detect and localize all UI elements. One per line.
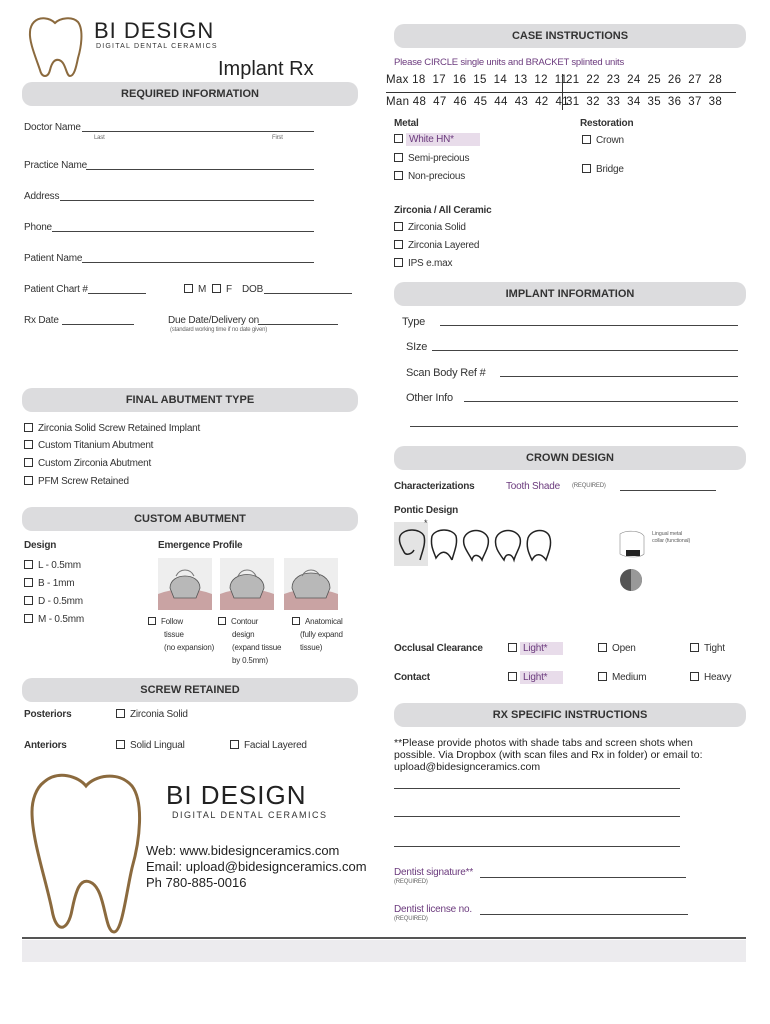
option-desc: (expand tissue — [232, 643, 282, 652]
checkbox[interactable] — [24, 560, 33, 569]
checkbox[interactable] — [24, 614, 33, 623]
option-label: Semi-precious — [408, 153, 470, 164]
option-desc: tissue — [164, 630, 184, 639]
contact-option-heavy[interactable] — [690, 672, 731, 683]
design-label: Design — [24, 540, 57, 551]
dob-label: DOB — [242, 284, 264, 295]
option-label: Heavy — [704, 672, 732, 683]
anteriors-label: Anteriors — [24, 740, 67, 751]
characterizations-label: Characterizations — [394, 481, 475, 492]
sex-m-label: M — [198, 284, 207, 295]
first-label: First — [272, 135, 283, 141]
metal-option-semi-precious[interactable] — [394, 153, 469, 164]
footer-brand: BI DESIGN — [166, 780, 307, 810]
other-info-field-2[interactable] — [410, 417, 738, 427]
dentist-signature-label: Dentist signature** — [394, 867, 474, 878]
checkbox[interactable] — [116, 709, 125, 718]
final-abutment-header: FINAL ABUTMENT TYPE — [22, 388, 358, 412]
abutment-option-4[interactable] — [24, 476, 129, 487]
metal-option-white-hn[interactable] — [394, 134, 480, 145]
phone-field[interactable] — [52, 222, 314, 232]
emergence-anatomical-image — [284, 558, 338, 610]
man-left-teeth[interactable]: 48 47 46 45 44 43 42 41 — [412, 96, 569, 108]
emergence-contour-option[interactable] — [218, 615, 281, 667]
due-date-field[interactable] — [258, 315, 338, 325]
posteriors-option-zirconia[interactable] — [116, 709, 188, 720]
posteriors-label: Posteriors — [24, 709, 72, 720]
checkbox[interactable] — [24, 578, 33, 587]
svg-text:*: * — [424, 518, 428, 528]
option-label: Zirconia Solid Screw Retained Implant — [38, 423, 201, 434]
checkbox[interactable] — [148, 617, 156, 625]
due-date-note: (standard working time if no date given) — [170, 327, 268, 333]
tooth-chart — [386, 74, 738, 114]
option-desc: by 0.5mm) — [232, 656, 268, 665]
option-label: Custom Titanium Abutment — [38, 440, 154, 451]
checkbox[interactable] — [292, 617, 300, 625]
signature-required: (REQUIRED) — [394, 879, 428, 885]
tooth-shade-label: Tooth Shade — [506, 481, 560, 492]
pontic-shapes-icon — [394, 518, 554, 568]
occlusal-label: Occlusal Clearance — [394, 643, 483, 654]
option-label: M - 0.5mm — [38, 614, 84, 625]
option-label: PFM Screw Retained — [38, 476, 129, 487]
option-label: L - 0.5mm — [38, 560, 81, 571]
checkbox[interactable] — [394, 171, 403, 180]
implant-info-header: IMPLANT INFORMATION — [394, 282, 746, 306]
checkbox[interactable] — [24, 596, 33, 605]
checkbox[interactable] — [598, 643, 607, 652]
option-desc: (no expansion) — [164, 643, 215, 652]
max-label: Max — [386, 74, 409, 86]
screw-retained-header: SCREW RETAINED — [22, 678, 358, 702]
checkbox[interactable] — [230, 740, 239, 749]
dentist-signature-field[interactable] — [480, 867, 686, 878]
checkbox[interactable] — [116, 740, 125, 749]
checkbox[interactable] — [394, 258, 403, 267]
option-desc: (fully expand — [300, 630, 343, 639]
footer-web: Web: www.bidesignceramics.com — [146, 843, 340, 858]
occlusal-option-tight[interactable] — [690, 643, 725, 654]
implant-type-label: Type — [402, 316, 426, 328]
patient-chart-label: Patient Chart # — [24, 284, 88, 295]
checkbox[interactable] — [394, 153, 403, 162]
checkbox[interactable] — [24, 476, 33, 485]
checkbox[interactable] — [394, 240, 403, 249]
sex-m-option[interactable] — [184, 284, 206, 295]
restoration-label: Restoration — [580, 118, 634, 129]
zirconia-label: Zirconia / All Ceramic — [394, 205, 492, 216]
tooth-shade-field[interactable] — [620, 481, 716, 491]
checkbox[interactable] — [24, 440, 33, 449]
case-instructions-header: CASE INSTRUCTIONS — [394, 24, 746, 48]
contact-label: Contact — [394, 672, 430, 683]
anteriors-option-solid-lingual[interactable] — [116, 740, 185, 751]
rx-instructions-line-3[interactable] — [394, 836, 680, 847]
pontic-design-options[interactable] — [394, 518, 554, 568]
rx-date-label: Rx Date — [24, 315, 59, 326]
custom-abutment-header: CUSTOM ABUTMENT — [22, 507, 358, 531]
abutment-option-2[interactable] — [24, 440, 153, 451]
logo-brand: BI DESIGN — [94, 18, 215, 43]
option-label: Custom Zirconia Abutment — [38, 458, 152, 469]
dentist-license-field[interactable] — [480, 904, 688, 915]
zirconia-option-layered[interactable] — [394, 240, 479, 251]
address-field[interactable] — [60, 191, 314, 201]
emergence-anatomical-option[interactable] — [292, 615, 343, 654]
option-label: Open — [612, 643, 636, 654]
other-info-label: Other Info — [406, 392, 453, 404]
option-label: Non-precious — [408, 171, 466, 182]
abutment-option-3[interactable] — [24, 458, 151, 469]
occlusal-option-light[interactable] — [508, 643, 563, 654]
checkbox[interactable] — [582, 164, 591, 173]
practice-name-field[interactable] — [86, 160, 314, 170]
option-label: Light* — [520, 671, 563, 684]
design-option-m[interactable] — [24, 614, 84, 625]
practice-name-label: Practice Name — [24, 160, 87, 171]
option-label: Bridge — [596, 164, 624, 175]
checkbox[interactable] — [508, 672, 517, 681]
sex-f-label: F — [226, 284, 232, 295]
implant-size-label: SIze — [406, 341, 428, 353]
zirconia-option-solid[interactable] — [394, 222, 466, 233]
scan-body-label: Scan Body Ref # — [406, 367, 486, 379]
due-date-label: Due Date/Delivery on — [168, 315, 260, 326]
implant-type-field[interactable] — [440, 315, 738, 326]
metal-option-non-precious[interactable] — [394, 171, 465, 182]
patient-name-label: Patient Name — [24, 253, 83, 264]
checkbox[interactable] — [582, 135, 591, 144]
checkbox[interactable] — [394, 222, 403, 231]
design-option-d[interactable] — [24, 596, 83, 607]
address-label: Address — [24, 191, 60, 202]
checkbox[interactable] — [690, 643, 699, 652]
checkbox[interactable] — [184, 284, 193, 293]
option-label: Light* — [520, 642, 563, 655]
option-label: Solid Lingual — [130, 740, 185, 751]
checkbox[interactable] — [218, 617, 226, 625]
dentist-license-label: Dentist license no. — [394, 904, 472, 915]
form-title: Implant Rx — [218, 58, 314, 80]
pontic-label: Pontic Design — [394, 505, 459, 516]
metal-label: Metal — [394, 118, 419, 129]
footer-phone: Ph 780-885-0016 — [146, 875, 247, 890]
last-label: Last — [94, 135, 105, 141]
option-label: Medium — [612, 672, 647, 683]
lingual-collar-note: Lingual metal collar (functional) — [652, 531, 691, 544]
logo-tagline: DIGITAL DENTAL CERAMICS — [96, 43, 218, 50]
doctor-name-field[interactable] — [82, 122, 314, 132]
other-info-field[interactable] — [464, 391, 738, 402]
phone-label: Phone — [24, 222, 52, 233]
footer-email: Email: upload@bidesignceramics.com — [146, 859, 367, 874]
checkbox[interactable] — [394, 134, 403, 143]
required-info-header: REQUIRED INFORMATION — [22, 82, 358, 106]
contact-option-medium[interactable] — [598, 672, 646, 683]
anteriors-option-facial-layered[interactable] — [230, 740, 307, 751]
option-desc: design — [232, 630, 255, 639]
restoration-option-bridge[interactable] — [582, 164, 624, 175]
option-label: Zirconia Solid — [130, 709, 188, 720]
emergence-follow-option[interactable] — [148, 615, 214, 654]
license-required: (REQUIRED) — [394, 916, 428, 922]
checkbox[interactable] — [690, 672, 699, 681]
option-label: Follow — [161, 617, 183, 626]
man-label: Man — [386, 96, 410, 108]
rx-instructions-line-2[interactable] — [394, 806, 680, 817]
case-note: Please CIRCLE single units and BRACKET splinted units — [394, 57, 625, 68]
max-right-teeth[interactable]: 21 22 23 24 25 26 27 28 — [566, 74, 723, 86]
tooth-logo-icon — [26, 14, 84, 80]
footer-divider — [22, 937, 746, 939]
checkbox[interactable] — [598, 672, 607, 681]
emergence-contour-image — [220, 558, 274, 610]
footer-bar — [22, 940, 746, 962]
option-label: D - 0.5mm — [38, 596, 83, 607]
doctor-name-label: Doctor Name — [24, 122, 81, 133]
max-left-teeth[interactable]: 18 17 16 15 14 13 12 11 — [412, 74, 568, 86]
patient-name-field[interactable] — [82, 253, 314, 263]
option-label: B - 1mm — [38, 578, 75, 589]
abutment-option-1[interactable] — [24, 423, 200, 434]
option-label: Anatomical — [305, 617, 343, 626]
lingual-collar-icon — [616, 528, 650, 598]
tooth-logo-large-icon — [26, 770, 146, 940]
scan-body-field[interactable] — [500, 366, 738, 377]
checkbox[interactable] — [24, 423, 33, 432]
option-label: Tight — [704, 643, 725, 654]
restoration-option-crown[interactable] — [582, 135, 624, 146]
checkbox[interactable] — [508, 643, 517, 652]
tooth-shade-required: (REQUIRED) — [572, 483, 606, 489]
man-right-teeth[interactable]: 31 32 33 34 35 36 37 38 — [566, 96, 723, 108]
implant-size-field[interactable] — [432, 340, 738, 351]
option-label: Contour — [231, 617, 259, 626]
checkbox[interactable] — [24, 458, 33, 467]
option-label: Crown — [596, 135, 624, 146]
rx-date-field[interactable] — [62, 315, 134, 325]
design-option-l[interactable] — [24, 560, 81, 571]
rx-instructions-line-1[interactable] — [394, 778, 680, 789]
rx-specific-header: RX SPECIFIC INSTRUCTIONS — [394, 703, 746, 727]
option-desc: tissue) — [300, 643, 323, 652]
emergence-profile-label: Emergence Profile — [158, 540, 243, 551]
dob-field[interactable] — [264, 284, 352, 294]
option-label: Zirconia Layered — [408, 240, 480, 251]
crown-design-header: CROWN DESIGN — [394, 446, 746, 470]
sex-f-option[interactable] — [212, 284, 232, 295]
patient-chart-field[interactable] — [88, 284, 146, 294]
contact-option-light[interactable] — [508, 672, 563, 683]
option-label: IPS e.max — [408, 258, 453, 269]
option-label: White HN* — [406, 133, 480, 146]
option-label: Facial Layered — [244, 740, 307, 751]
option-label: Zirconia Solid — [408, 222, 466, 233]
design-option-b[interactable] — [24, 578, 74, 589]
zirconia-option-emax[interactable] — [394, 258, 452, 269]
rx-note: **Please provide photos with shade tabs and screen shots when possible. Via Dropbox (with scan files and Rx in folder) or email to: upload@bidesignceramics.com — [394, 737, 703, 773]
occlusal-option-open[interactable] — [598, 643, 636, 654]
footer-tagline: DIGITAL DENTAL CERAMICS — [172, 810, 328, 820]
emergence-follow-image — [158, 558, 212, 610]
checkbox[interactable] — [212, 284, 221, 293]
